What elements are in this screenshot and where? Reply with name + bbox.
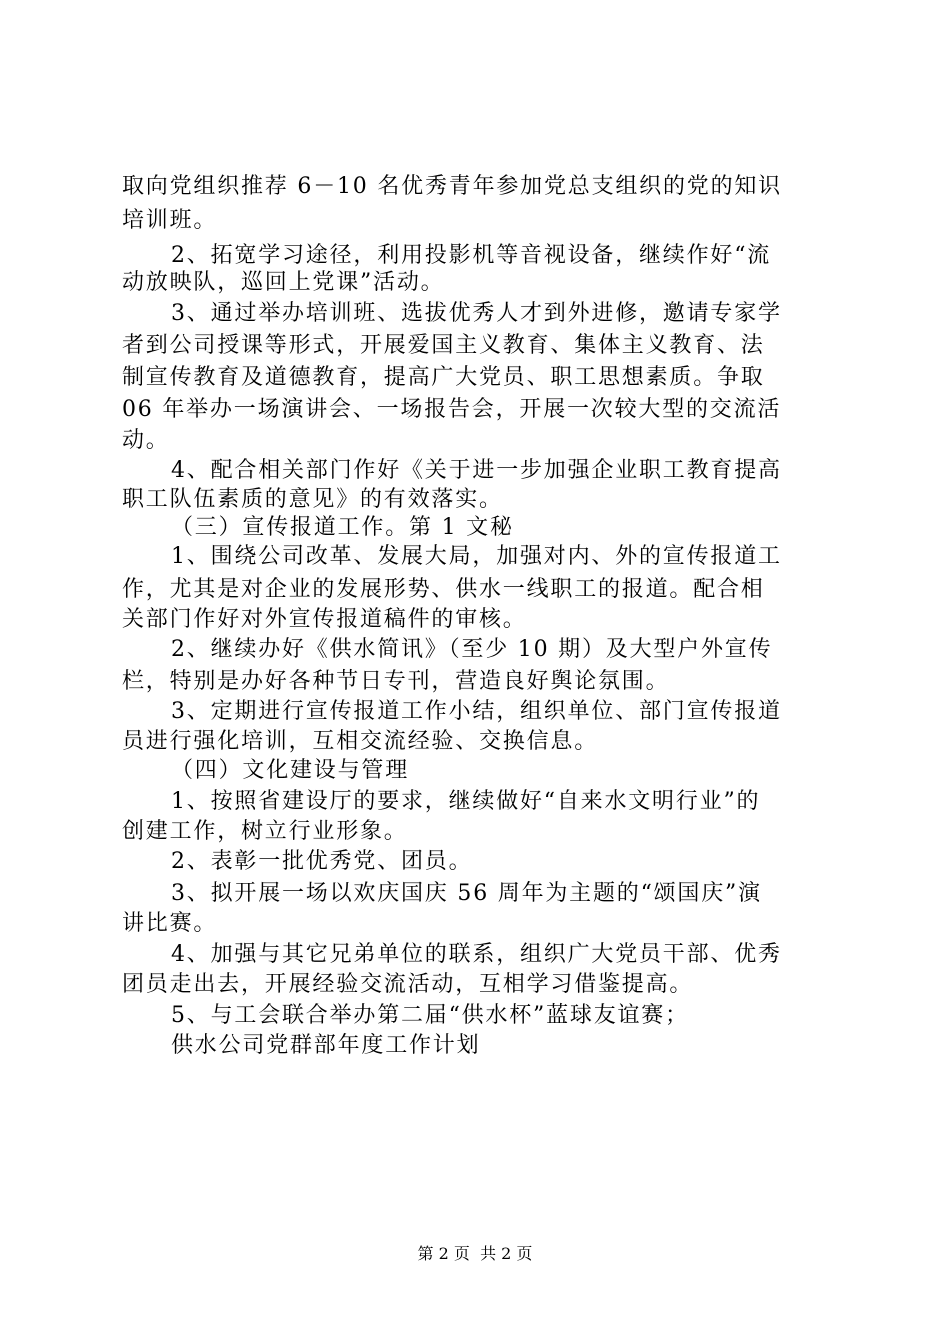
paragraph-line: 者到公司授课等形式，开展爱国主义教育、集体主义教育、法 — [122, 333, 765, 358]
paragraph-line: 培训班。 — [122, 208, 218, 233]
paragraph-line: 动放映队，巡回上党课”活动。 — [122, 270, 445, 295]
paragraph-line: 作，尤其是对企业的发展形势、供水一线职工的报道。配合相 — [122, 577, 765, 602]
paragraph-line: 员进行强化培训，互相交流经验、交换信息。 — [122, 729, 599, 754]
paragraph-line: 1、按照省建设厅的要求，继续做好“自来水文明行业”的 — [171, 789, 761, 814]
paragraph-line: 创建工作，树立行业形象。 — [122, 819, 408, 844]
section-heading: （三）宣传报道工作。第 1 文秘 — [171, 515, 514, 540]
paragraph-line: 职工队伍素质的意见》的有效落实。 — [122, 487, 503, 512]
paragraph-line: 栏，特别是办好各种节日专刊，营造良好舆论氛围。 — [122, 669, 670, 694]
paragraph-line: 取向党组织推荐 6－10 名优秀青年参加党总支组织的党的知识 — [122, 174, 782, 199]
paragraph-line: 5、与工会联合举办第二届“供水杯”蓝球友谊赛； — [171, 1003, 689, 1028]
paragraph-line: 讲比赛。 — [122, 911, 218, 936]
paragraph-line: 2、拓宽学习途径，利用投影机等音视设备，继续作好“流 — [171, 243, 772, 268]
paragraph-line: 1、围绕公司改革、发展大局，加强对内、外的宣传报道工 — [171, 544, 782, 569]
paragraph-line: 2、表彰一批优秀党、团员。 — [171, 849, 473, 874]
paragraph-line: 团员走出去，开展经验交流活动，互相学习借鉴提高。 — [122, 972, 694, 997]
paragraph-line: 动。 — [122, 428, 170, 453]
paragraph-line: 3、通过举办培训班、选拔优秀人才到外进修，邀请专家学 — [171, 301, 782, 326]
paragraph-line: 3、拟开展一场以欢庆国庆 56 周年为主题的“颂国庆”演 — [171, 881, 762, 906]
paragraph-line: 关部门作好对外宣传报道稿件的审核。 — [122, 607, 527, 632]
section-heading: （四）文化建设与管理 — [171, 758, 410, 783]
paragraph-line: 4、加强与其它兄弟单位的联系，组织广大党员干部、优秀 — [171, 942, 782, 967]
paragraph-line: 2、继续办好《供水简讯》（至少 10 期）及大型户外宣传 — [171, 637, 773, 662]
paragraph-line: 3、定期进行宣传报道工作小结，组织单位、部门宣传报道 — [171, 699, 782, 724]
paragraph-line: 制宣传教育及道德教育，提高广大党员、职工思想素质。争取 — [122, 365, 765, 390]
page-number-footer: 第 2 页 共 2 页 — [417, 1244, 533, 1263]
paragraph-line: 4、配合相关部门作好《关于进一步加强企业职工教育提高 — [171, 458, 782, 483]
paragraph-line: 06 年举办一场演讲会、一场报告会，开展一次较大型的交流活 — [122, 397, 782, 422]
document-title-line: 供水公司党群部年度工作计划 — [171, 1033, 481, 1058]
